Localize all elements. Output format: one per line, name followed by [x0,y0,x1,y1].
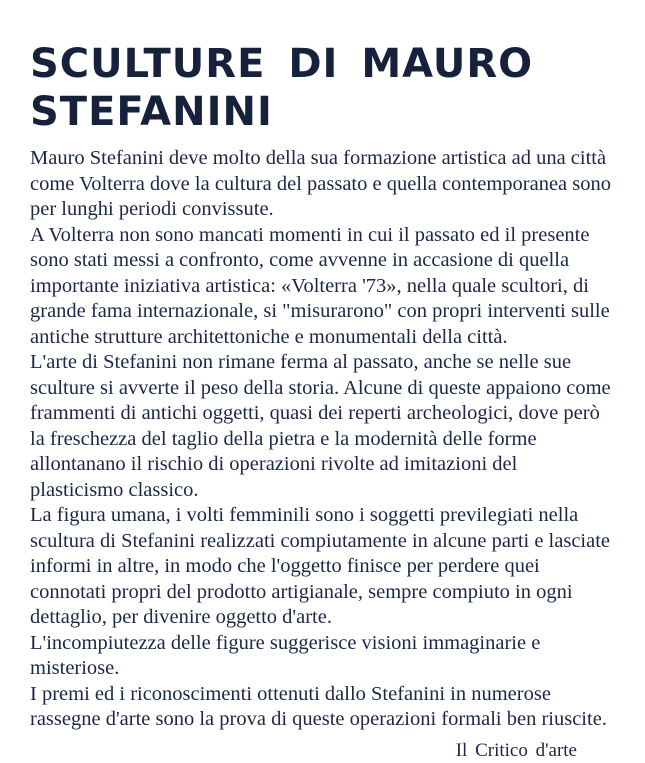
paragraph: L'arte di Stefanini non rimane ferma al passato, anche se nelle sue sculture si avverte il peso della storia. Alcune di queste appaiono come frammenti di antichi oggetti, quasi dei reperti archeologici, dove però la freschezza del taglio della pietra e la modernità delle forme allontanano il rischio di operazioni rivolte ad imitazioni del plasticismo classico. [30,351,611,501]
paragraph: Mauro Stefanini deve molto della sua formazione artistica ad una città come Volterra dove la cultura del passato e quella contemporanea sono per lunghi periodi convissute. [30,147,612,220]
paragraph: I premi ed i riconoscimenti ottenuti dallo Stefanini in numerose rassegne d'arte sono la prova di queste operazioni formali ben riuscite. [30,682,607,730]
document-body [30,146,615,733]
page-title: SCULTURE DI MAURO STEFANINI [30,41,534,135]
paragraph: L'incompiutezza delle figure suggerisce visioni immaginarie e misteriose. [30,631,541,679]
paragraph: La figura umana, i volti femminili sono i soggetti previlegiati nella scultura di Stefanini realizzati compiutamente in alcune parti e lasciate informi in altre, in modo che l'oggetto finisce per perdere quei connotati propri del prodotto artigianale, sempre compiuto in ogni dettaglio, per divenire oggetto d'arte. [30,504,611,628]
signature-line: Il Critico d'arte [455,739,577,761]
paragraph: A Volterra non sono mancati momenti in cui il passato ed il presente sono stati messi a confronto, come avvenne in accasione di quella importante iniziativa artistica: «Volterra '73», nella quale scultori, di grande fama internazionale, si "misurarono" con propri interventi sulle antiche strutture architettoniche e monumentali della città. [30,223,610,348]
